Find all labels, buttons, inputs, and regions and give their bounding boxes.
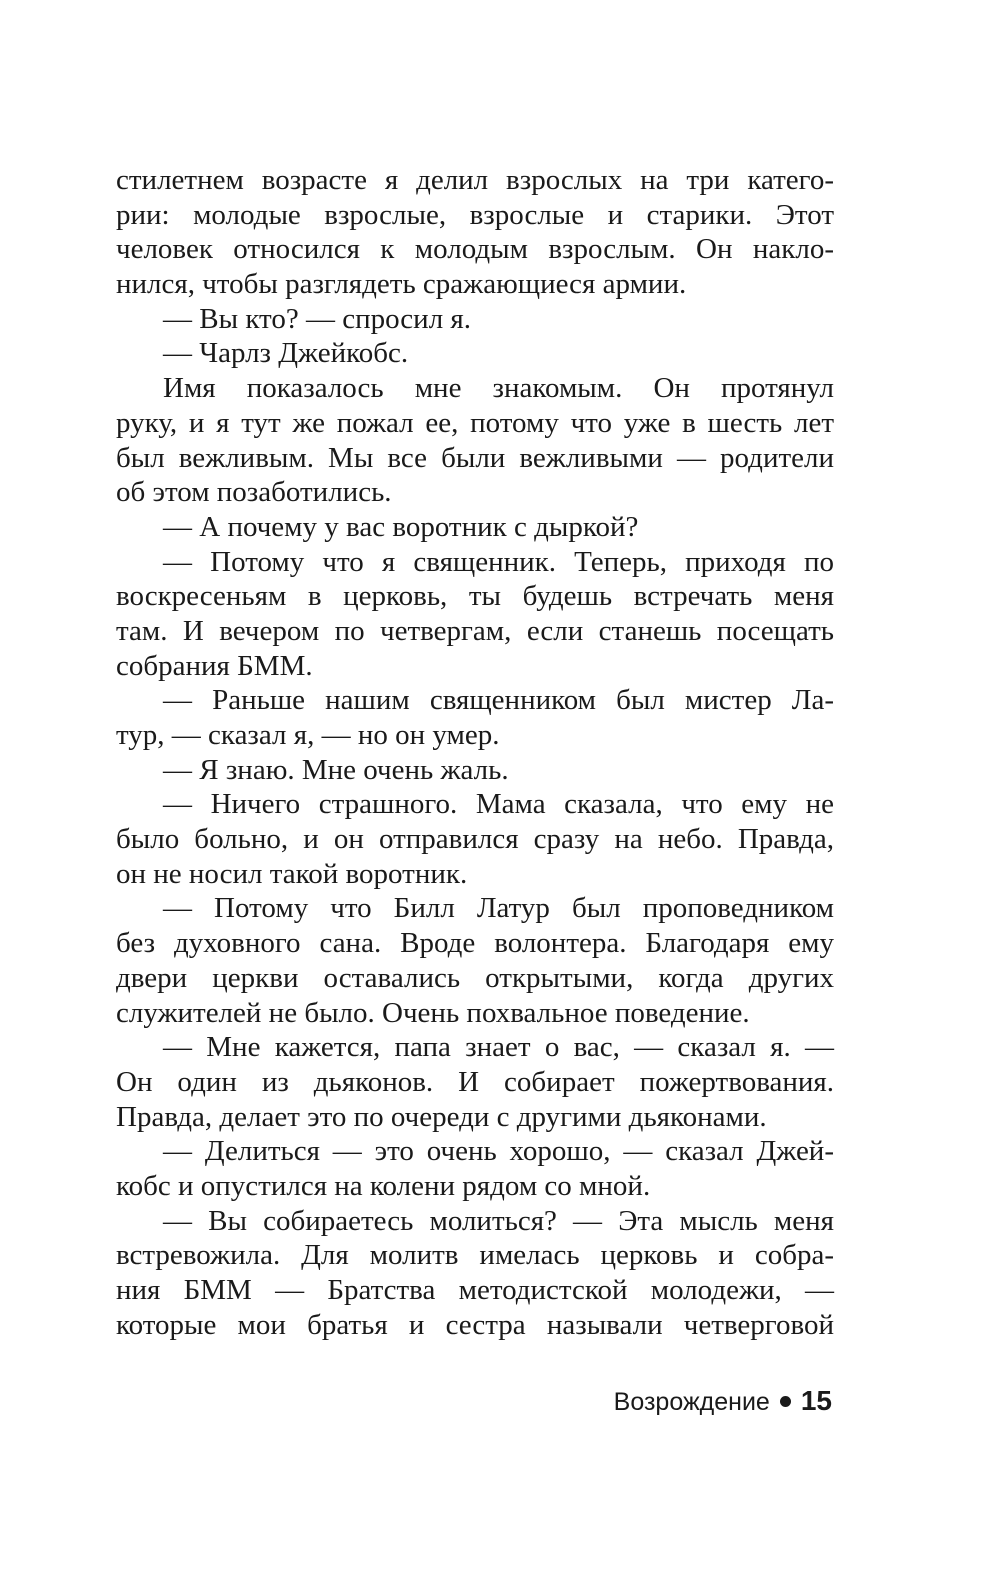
text-line: кобс и опустился на колени рядом со мной.: [116, 1169, 651, 1202]
text-line: — Вы кто? — спросил я.: [163, 302, 472, 335]
text-line: — Потому что я священник. Теперь, приходя по: [163, 545, 834, 578]
text-line: без духовного сана. Вроде волонтера. Благодаря ему: [116, 927, 834, 960]
text-line: двери церкви оставались открытыми, когда других: [116, 961, 834, 994]
text-line: — Вы собираетесь молиться? — Эта мысль меня: [163, 1204, 834, 1237]
text-line: собрания БММ.: [116, 649, 313, 682]
text-line: был вежливым. Мы все были вежливыми — родители: [116, 441, 834, 474]
text-line: тур, — сказал я, — но он умер.: [116, 719, 500, 751]
body-text: [116, 163, 834, 1342]
text-line: руку, и я тут же пожал ее, потому что уже в шесть лет: [116, 406, 834, 439]
text-line: — Я знаю. Мне очень жаль.: [163, 753, 509, 786]
text-line: — Чарлз Джейкобс.: [163, 337, 409, 370]
text-line: — А почему у вас воротник с дыркой?: [163, 510, 639, 543]
text-line: которые мои братья и сестра называли четверговой: [116, 1308, 834, 1341]
text-line: он не носил такой воротник.: [116, 857, 468, 890]
text-line: — Делиться — это очень хорошо, — сказал Джей-: [163, 1135, 834, 1168]
page-number: 15: [800, 1385, 832, 1416]
text-line: ния БММ — Братства методистской молодежи, —: [116, 1274, 834, 1306]
text-line: Он один из дьяконов. И собирает пожертвования.: [116, 1065, 834, 1098]
text-line: рии: молодые взрослые, взрослые и старики. Этот: [116, 198, 834, 231]
text-line: нился, чтобы разглядеть сражающиеся армии.: [116, 268, 687, 301]
text-line: Имя показалось мне знакомым. Он протянул: [163, 372, 834, 405]
book-title: Возрождение: [613, 1388, 770, 1416]
text-line: встревожила. Для молитв имелась церковь и собра-: [116, 1239, 834, 1272]
text-line: служителей не было. Очень похвальное поведение.: [116, 996, 750, 1029]
text-line: Правда, делает это по очереди с другими дьяконами.: [116, 1100, 767, 1133]
text-line: — Мне кажется, папа знает о вас, — сказал я. —: [163, 1031, 834, 1064]
text-line: об этом позаботились.: [116, 476, 392, 509]
text-line: — Раньше нашим священником был мистер Ла-: [163, 684, 834, 717]
text-line: стилетнем возрасте я делил взрослых на три катего-: [116, 164, 834, 196]
text-line: — Ничего страшного. Мама сказала, что ему не: [163, 788, 834, 821]
running-footer: [614, 1386, 832, 1417]
text-line: человек относился к молодым взрослым. Он накло-: [116, 233, 834, 266]
text-line: там. И вечером по четвергам, если станешь посещать: [116, 614, 834, 647]
bullet-icon: [780, 1396, 791, 1407]
text-line: воскресеньям в церковь, ты будешь встречать меня: [116, 580, 834, 613]
text-line: — Потому что Билл Латур был проповедником: [163, 892, 834, 925]
text-line: было больно, и он отправился сразу на небо. Правда,: [116, 823, 834, 856]
